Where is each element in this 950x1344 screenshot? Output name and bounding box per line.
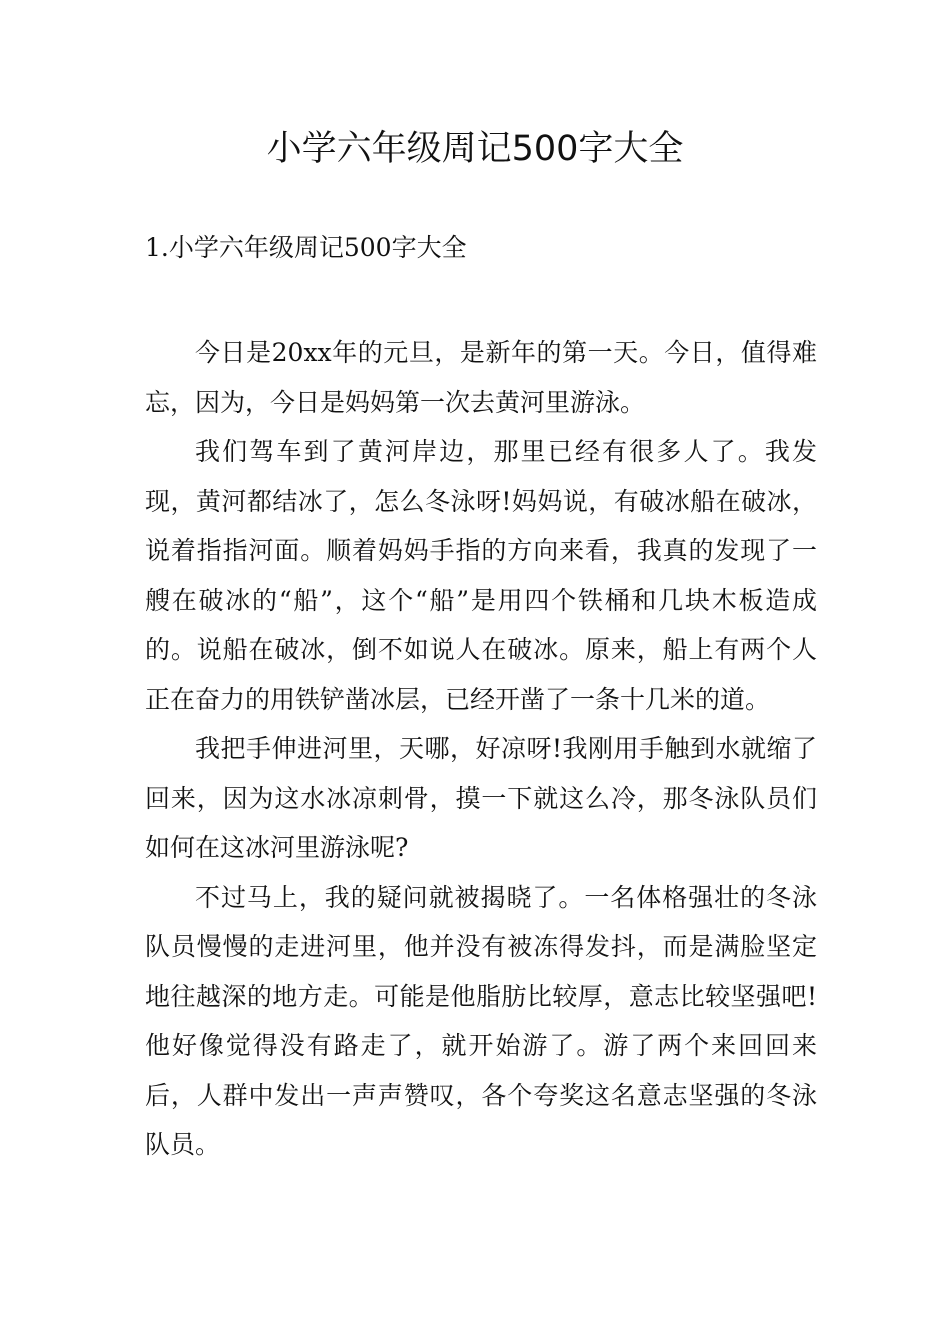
paragraph: 我把手伸进河里，天哪，好凉呀!我刚用手触到水就缩了回来，因为这水冰凉刺骨，摸一下就这么冷，那冬泳队员们如何在这冰河里游泳呢? xyxy=(145,734,817,862)
paragraph: 我们驾车到了黄河岸边，那里已经有很多人了。我发现，黄河都结冰了，怎么冬泳呀!妈妈说，有破冰船在破冰，说着指指河面。顺着妈妈手指的方向来看，我真的发现了一艘在破冰的“船”，这个“船”是用四个铁桶和几块木板造成的。说船在破冰，倒不如说人在破冰。原来，船上有两个人正在奋力的用铁铲凿冰层，已经开凿了一条十几米的道。 xyxy=(145,437,817,714)
paragraph: 不过马上，我的疑问就被揭晓了。一名体格强壮的冬泳队员慢慢的走进河里，他并没有被冻得发抖，而是满脸坚定地往越深的地方走。可能是他脂肪比较厚，意志比较坚强吧!他好像觉得没有路走了，就开始游了。游了两个来回回来后，人群中发出一声声赞叹，各个夸奖这名意志坚强的冬泳队员。 xyxy=(145,882,817,1159)
document-title: 小学六年级周记500字大全 xyxy=(266,129,684,169)
article-body xyxy=(145,328,817,1170)
paragraph: 今日是20xx年的元旦，是新年的第一天。今日，值得难忘，因为，今日是妈妈第一次去黄河里游泳。 xyxy=(145,338,817,417)
section-heading: 1.小学六年级周记500字大全 xyxy=(145,233,467,262)
